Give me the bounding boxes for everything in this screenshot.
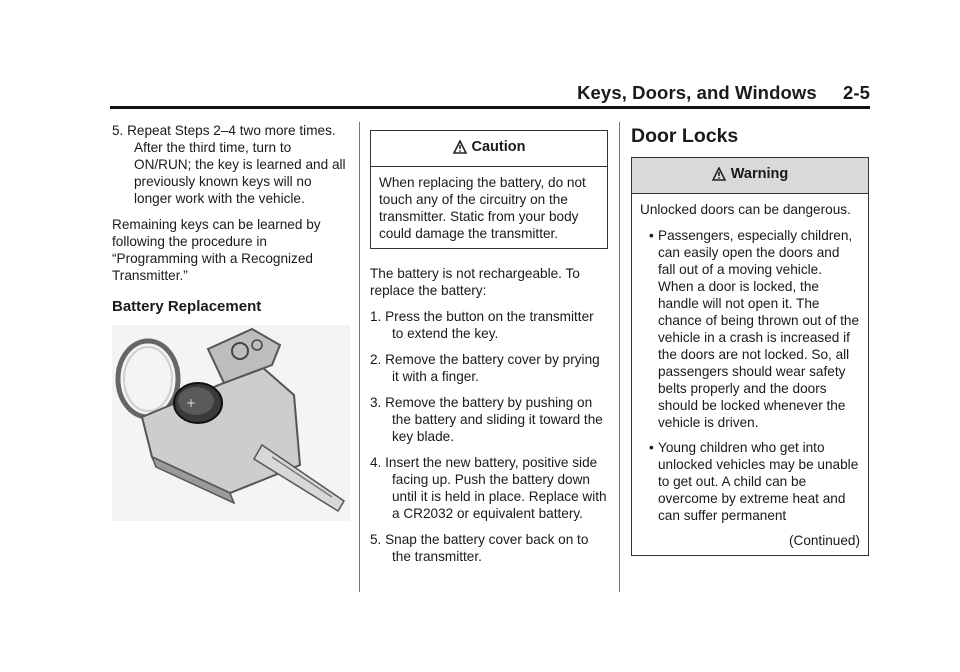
column-divider (359, 122, 360, 592)
alert-triangle-icon (453, 140, 467, 159)
battery-step: 2. Remove the battery cover by prying it with a finger. (370, 352, 600, 384)
warning-bullet (640, 227, 860, 431)
warning-bullet (640, 439, 860, 524)
column-divider (619, 122, 620, 592)
battery-step: 3. Remove the battery by pushing on the battery and sliding it toward the key blade. (370, 395, 603, 444)
battery-replacement-heading: Battery Replacement (112, 298, 262, 315)
page-title: Keys, Doors, and Windows 2-5 (577, 82, 870, 103)
warning-bullet-text: Young children who get into unlocked vehicles may be unable to get out. A child can be overcome by extreme heat and can suffer permanent (658, 440, 859, 523)
warning-title: Warning (730, 166, 789, 182)
remaining-keys-text: Remaining keys can be learned by following the procedure in “Programming with a Recognized Transmitter.” (112, 217, 321, 283)
svg-text:+: + (186, 396, 197, 410)
caution-body: When replacing the battery, do not touch any of the circuitry on the transmitter. Static from your body could damage the transmitter. (379, 175, 586, 241)
alert-triangle-icon (712, 167, 726, 186)
battery-step: 4. Insert the new battery, positive side facing up. Push the battery down until it is held in place. Replace with a CR2032 or equivalent battery. (370, 455, 607, 521)
caution-header (371, 131, 607, 167)
warning-intro: Unlocked doors can be dangerous. (640, 202, 851, 217)
continued-label: (Continued) (788, 533, 860, 548)
bullet-glyph: • (649, 228, 654, 243)
step-5-text: 5. Repeat Steps 2–4 two more times. After the third time, turn to ON/RUN; the key is learned and all previously known keys will no longer work with the vehicle. (112, 123, 346, 206)
key-fob-svg (112, 325, 350, 521)
caution-box (370, 130, 608, 249)
battery-step: 1. Press the button on the transmitter to extend the key. (370, 309, 594, 341)
column-middle (370, 122, 608, 574)
battery-intro-text: The battery is not rechargeable. To replace the battery: (370, 266, 580, 298)
caution-title: Caution (471, 139, 526, 155)
warning-bullet-text: Passengers, especially children, can easily open the doors and fall out of a moving vehicle. When a door is locked, the handle will not open it. The chance of being thrown out of the vehicle in a crash is increased if the doors are not locked. So, all passengers should wear safety belts properly and the doors should be locked whenever the vehicle is driven. (658, 228, 860, 430)
column-right (631, 122, 869, 556)
bullet-glyph: • (649, 440, 654, 455)
key-fob-battery-illustration (112, 325, 350, 521)
column-left (112, 122, 352, 521)
warning-body (632, 194, 868, 555)
warning-box (631, 157, 869, 556)
door-locks-heading: Door Locks (631, 125, 739, 147)
battery-step: 5. Snap the battery cover back on to the transmitter. (370, 532, 589, 564)
warning-header (632, 158, 868, 194)
page-header (110, 78, 870, 109)
